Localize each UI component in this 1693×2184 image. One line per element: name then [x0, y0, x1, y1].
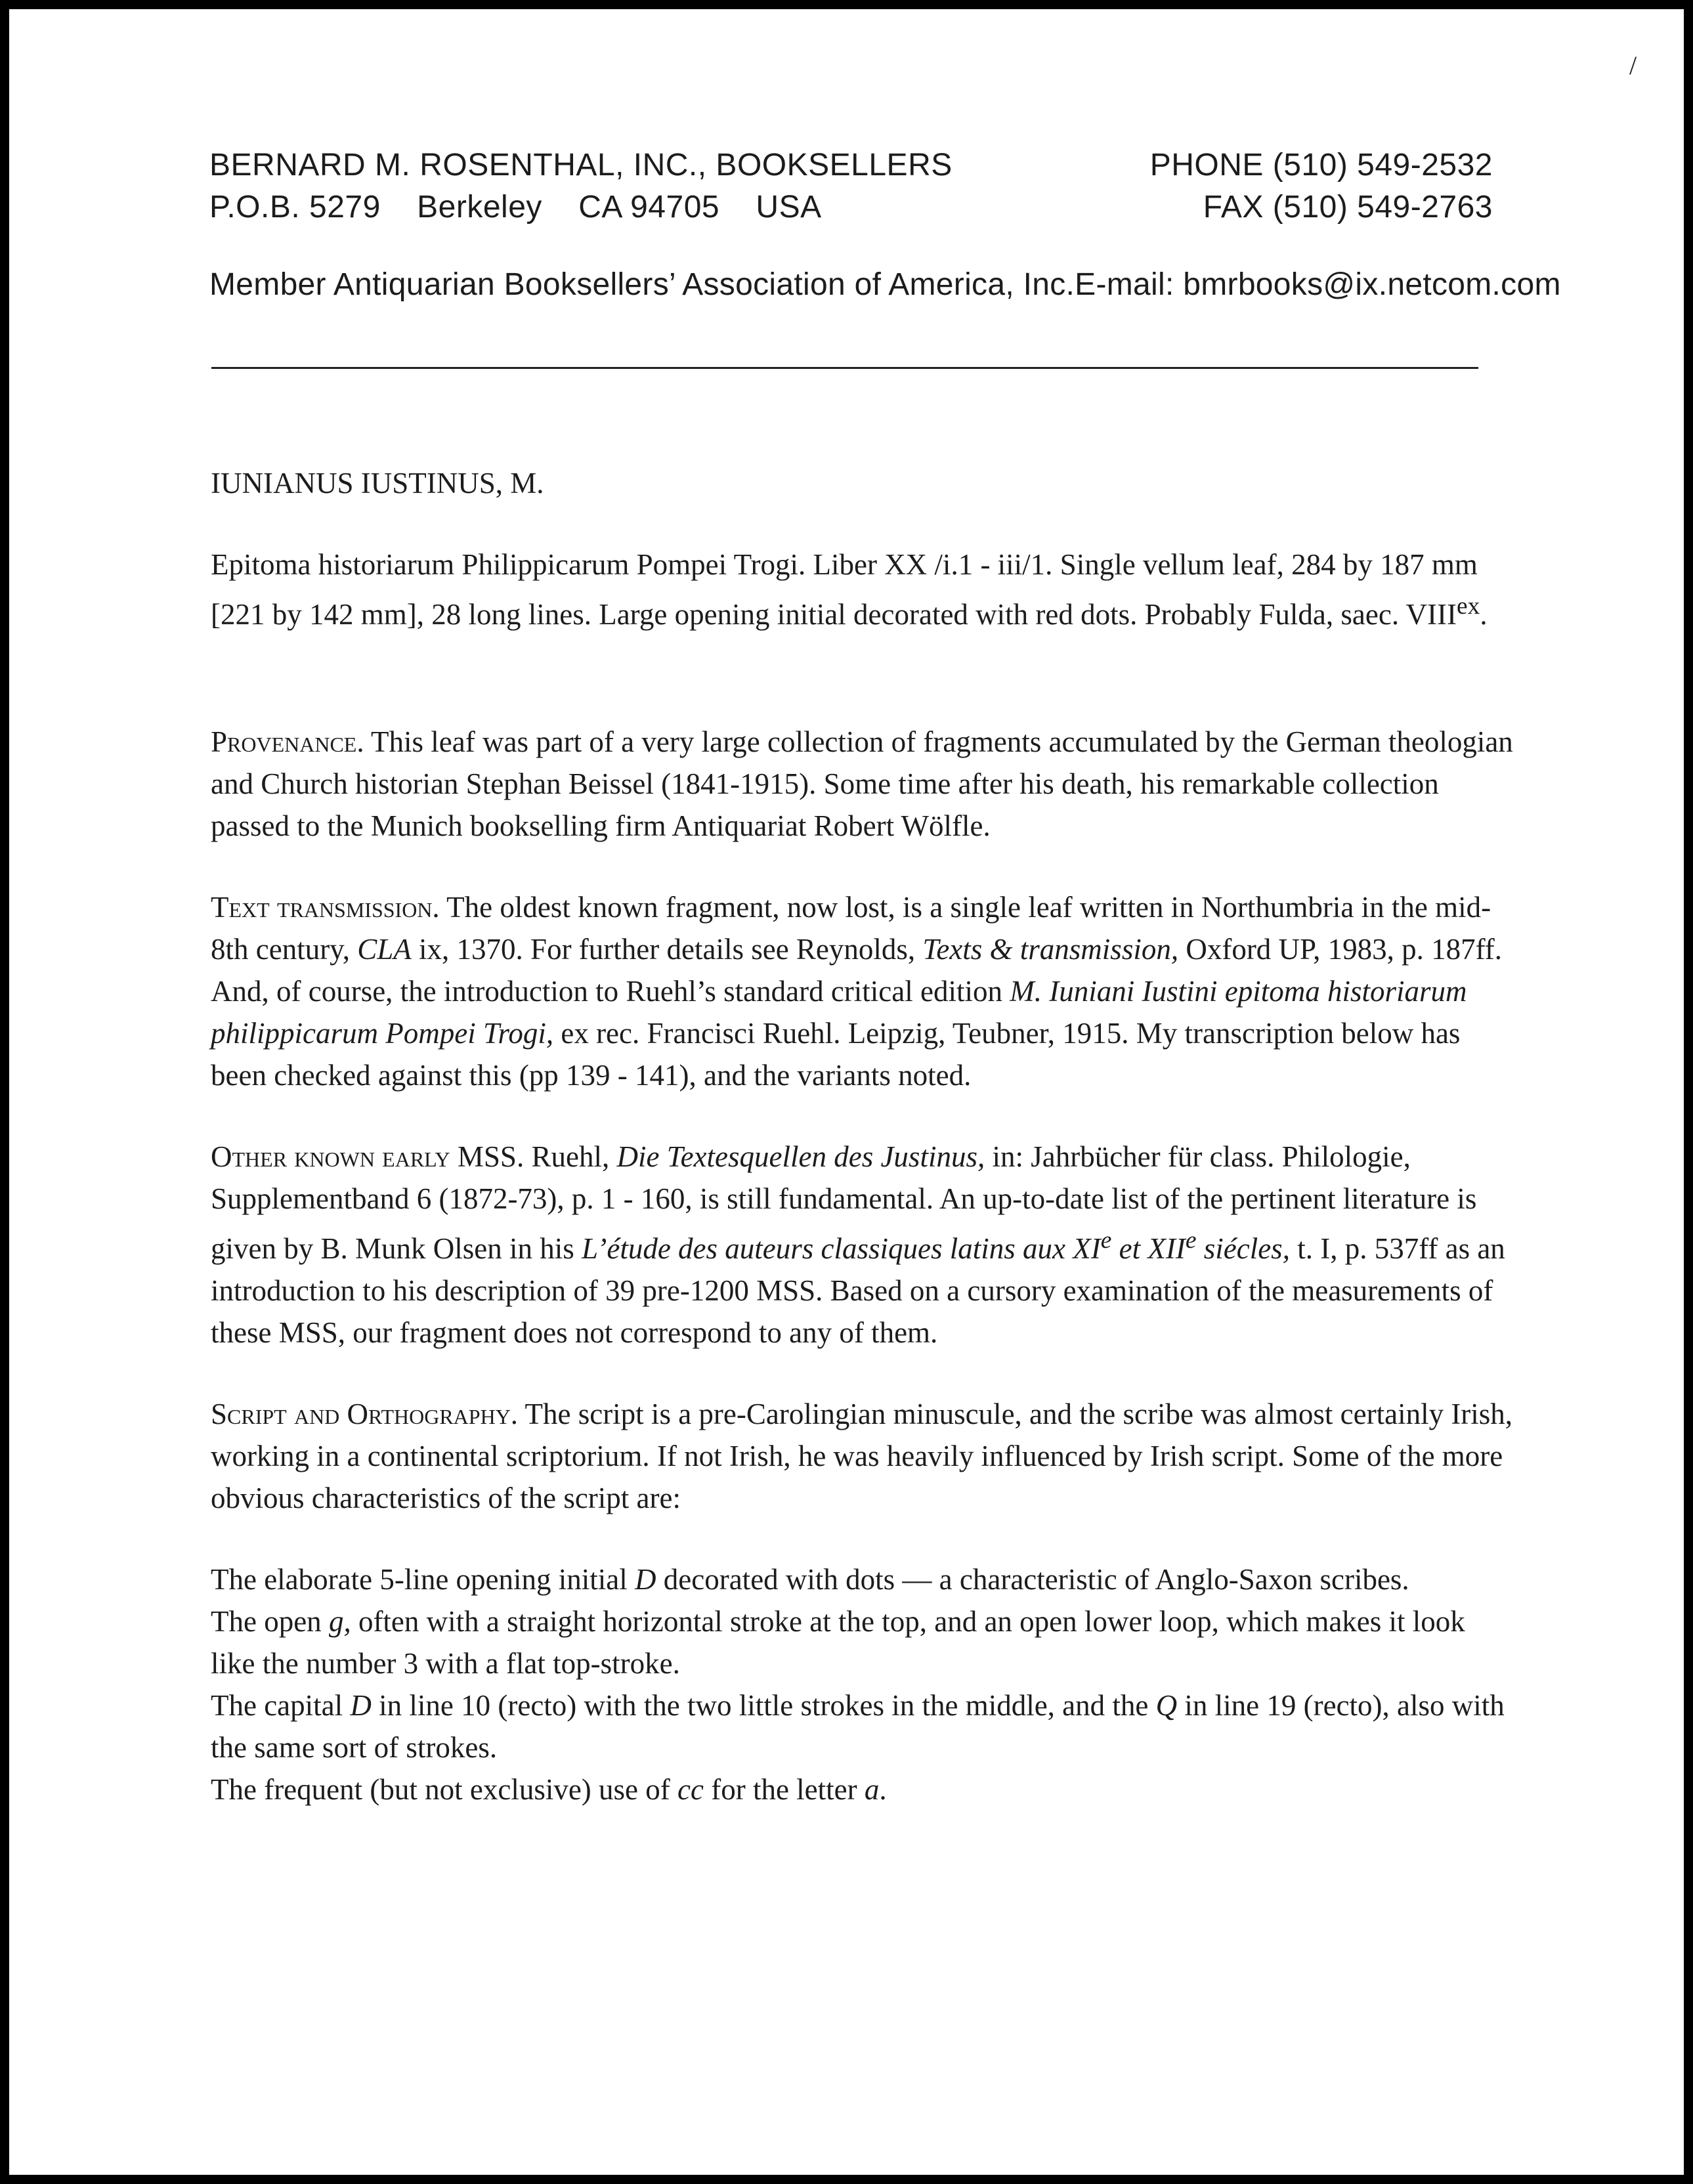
script-features-list: [211, 1558, 1514, 1810]
text-transmission-italic-3: M. Iuniani Iustini epitoma historiarum philippicarum Pompei Trogi,: [211, 975, 1467, 1050]
script-section: [211, 1393, 1514, 1519]
feature-text: often with a straight horizontal stroke at the top, and an open lower loop, which makes it look like the number 3 with a flat top-stroke.: [211, 1605, 1465, 1680]
text-transmission-text-3: Oxford UP, 1983, p. 187ff. And, of course, the introduction to Ruehl’s standard critical edition: [211, 933, 1503, 1008]
feature-italic: a: [864, 1773, 880, 1806]
fax-number: FAX (510) 549-2763: [1203, 190, 1493, 225]
feature-text: The capital: [211, 1689, 343, 1722]
list-item: [211, 1600, 1514, 1684]
membership-and-email: Member Antiquarian Booksellers’ Association of America, Inc.E-mail: bmrbooks@ix.netcom.com: [209, 267, 1561, 302]
other-mss-italic-2a: L’étude des auteurs classiques latins aux XI: [582, 1232, 1101, 1265]
feature-italic: D: [350, 1689, 372, 1722]
feature-text: The frequent (but not exclusive) use of: [211, 1773, 670, 1806]
list-item: [211, 1768, 1514, 1810]
description-text: Epitoma historiarum Philippicarum Pompei Trogi. Liber XX /i.1 - iii/1. Single vellum leaf, 284 by 187 mm [221 by 142 mm], 28 long lines. Large opening initial decorated with red dots. Probably Fulda, saec. VIII: [211, 548, 1478, 631]
text-transmission-italic-1: CLA: [357, 933, 412, 966]
item-title: IUNIANUS IUSTINUS, M.: [211, 467, 544, 500]
company-name: BERNARD M. ROSENTHAL, INC., BOOKSELLERS: [209, 148, 953, 182]
script-text: The script is a pre-Carolingian minuscule, and the scribe was almost certainly Irish, working in a continental scriptorium. If not Irish, he was heavily influenced by Irish script. Some of the more obvious characteristics of the script are:: [211, 1398, 1513, 1514]
text-transmission-text-2: ix, 1370. For further details see Reynolds,: [419, 933, 916, 966]
feature-italic: D: [635, 1563, 656, 1596]
other-mss-italic-2c: siécles,: [1203, 1232, 1290, 1265]
feature-italic: g,: [328, 1605, 351, 1638]
script-heading: Script and Orthography.: [211, 1398, 519, 1430]
other-mss-section: [211, 1136, 1514, 1354]
feature-text: decorated with dots — a characteristic of Anglo-Saxon scribes.: [663, 1563, 1409, 1596]
other-mss-sup-1: e: [1100, 1227, 1112, 1254]
feature-text: The elaborate 5-line opening initial: [211, 1563, 628, 1596]
other-mss-text-2: in: Jahrbücher für class. Philologie, Supplementband 6 (1872-73), p. 1 - 160, is still fundamental. An up-to-date list of the pertinent literature is given by B. Munk Olsen in his: [211, 1140, 1477, 1265]
document-body: [211, 462, 1514, 1810]
list-item: [211, 1684, 1514, 1768]
other-mss-italic-title: [582, 1227, 1290, 1265]
other-mss-text-1: Ruehl,: [531, 1140, 610, 1173]
other-mss-heading: Other known early MSS.: [211, 1140, 525, 1173]
feature-italic: Q: [1155, 1689, 1178, 1722]
horizontal-rule: [211, 367, 1478, 369]
feature-text: The open: [211, 1605, 322, 1638]
text-transmission-italic-2: Texts & transmission,: [922, 933, 1179, 966]
text-transmission-section: [211, 886, 1514, 1096]
description-superscript: ex: [1456, 593, 1480, 620]
provenance-section: [211, 721, 1514, 847]
letterhead-row-2: [209, 189, 1493, 231]
feature-text: for the letter: [711, 1773, 857, 1806]
feature-italic: cc: [677, 1773, 704, 1806]
page-mark: /: [1629, 51, 1637, 80]
item-description: [211, 544, 1514, 635]
description-end: .: [1480, 598, 1488, 631]
other-mss-italic-2b: et XII: [1119, 1232, 1186, 1265]
letterhead: [209, 147, 1493, 231]
feature-text: .: [879, 1773, 887, 1806]
text-transmission-text-1: The oldest known fragment, now lost, is a single leaf written in Northumbria in the mid-8th century,: [211, 891, 1491, 966]
list-item: [211, 1558, 1514, 1600]
other-mss-text-3: t. I, p. 537ff as an introduction to his description of 39 pre-1200 MSS. Based on a cursory examination of the measurements of these MSS, our fragment does not correspond to any of them.: [211, 1232, 1505, 1349]
feature-text: in line 19 (recto), also with the same sort of strokes.: [211, 1689, 1505, 1764]
other-mss-italic-1: Die Textesquellen des Justinus,: [616, 1140, 985, 1173]
text-transmission-heading: Text transmission.: [211, 891, 440, 924]
letterhead-row-1: [209, 147, 1493, 189]
other-mss-sup-2: e: [1185, 1227, 1197, 1254]
phone-number: PHONE (510) 549-2532: [1149, 148, 1493, 182]
provenance-heading: Provenance.: [211, 725, 364, 758]
feature-text: in line 10 (recto) with the two little strokes in the middle, and the: [379, 1689, 1149, 1722]
provenance-text: This leaf was part of a very large collection of fragments accumulated by the German theologian and Church historian Stephan Beissel (1841-1915). Some time after his death, his remarkable collection passed to the Munich bookselling firm Antiquariat Robert Wölfle.: [211, 725, 1513, 842]
postal-address: P.O.B. 5279 Berkeley CA 94705 USA: [209, 190, 822, 225]
text-transmission-text-4: ex rec. Francisci Ruehl. Leipzig, Teubner, 1915. My transcription below has been checked against this (pp 139 - 141), and the variants noted.: [211, 1017, 1461, 1092]
